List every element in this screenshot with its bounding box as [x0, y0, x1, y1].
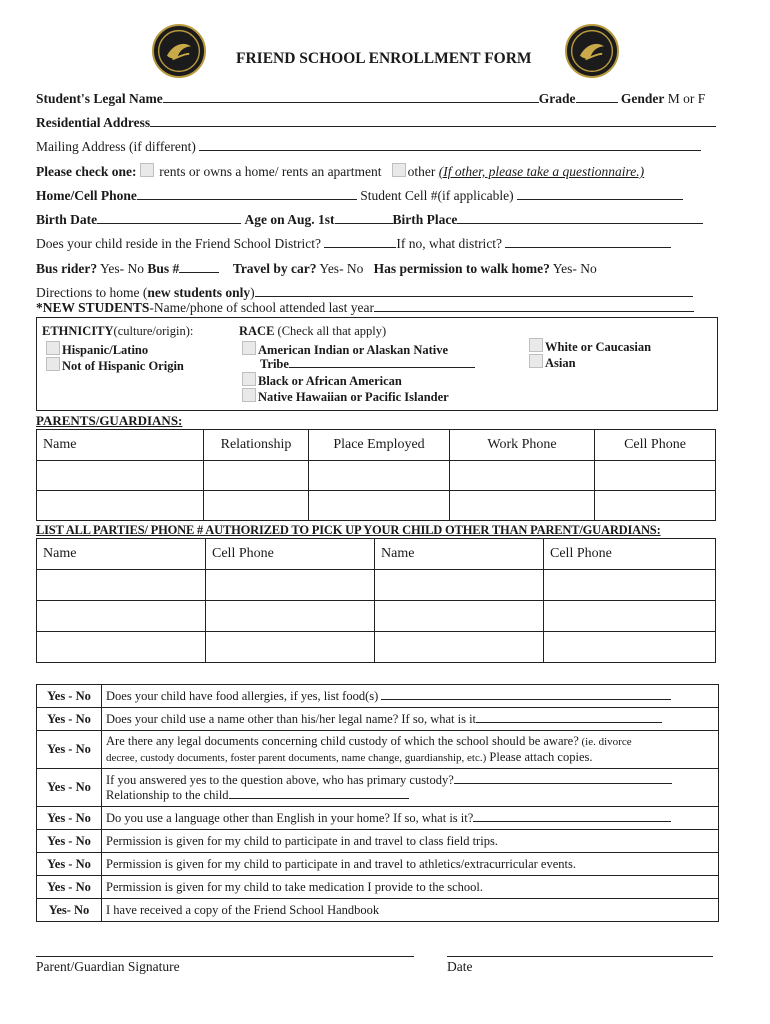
student-cell-label: Student Cell #(if applicable) [360, 188, 514, 203]
directions-end: ) [250, 285, 255, 300]
race-hawaiian[interactable]: Native Hawaiian or Pacific Islander [242, 388, 449, 405]
other-name-field[interactable] [476, 722, 662, 723]
table-row [37, 853, 719, 876]
date-line[interactable] [447, 956, 713, 957]
cell[interactable] [309, 491, 450, 521]
bus-number-label: Bus # [147, 261, 180, 276]
travel-car-label: Travel by car? [232, 261, 317, 276]
other-note: (If other, please take a questionnaire.) [438, 164, 645, 179]
cell[interactable] [37, 601, 206, 632]
yes-no-toggle[interactable]: Yes - No [37, 853, 102, 876]
col-name: Name [37, 430, 204, 461]
question-food-allergies: Does your child have food allergies, if yes, list food(s) [102, 685, 719, 708]
birth-place-field[interactable] [457, 223, 703, 224]
bus-number-field[interactable] [179, 272, 219, 273]
new-students-only: new students only [147, 285, 251, 300]
col-name: Name [375, 539, 544, 570]
cell[interactable] [206, 570, 375, 601]
question-language: Do you use a language other than English in your home? If so, what is it? [102, 807, 719, 830]
cell[interactable] [37, 461, 204, 491]
directions-row [36, 285, 693, 301]
yes-no-toggle[interactable]: Yes - No [37, 731, 102, 769]
signature-label: Parent/Guardian Signature [36, 959, 180, 974]
home-phone-field[interactable] [137, 199, 357, 200]
gender-label: Gender [620, 91, 665, 106]
student-cell-field[interactable] [517, 199, 683, 200]
transport-row [36, 261, 597, 277]
questions-table [36, 684, 719, 922]
table-row [37, 685, 719, 708]
table-header-row [37, 539, 716, 570]
table-row [37, 807, 719, 830]
residential-label: Residential Address [36, 115, 151, 130]
parents-table [36, 429, 716, 521]
table-row [37, 632, 716, 663]
question-primary-custody: If you answered yes to the question above, who has primary custody? Relationship to the child [102, 769, 719, 807]
age-field[interactable] [335, 223, 393, 224]
table-row [37, 830, 719, 853]
directions-field[interactable] [255, 296, 693, 297]
language-field[interactable] [473, 821, 671, 822]
cell[interactable] [206, 601, 375, 632]
cell[interactable] [544, 632, 716, 663]
residential-row [36, 115, 716, 131]
please-check-label: Please check one: [36, 164, 137, 179]
tribe-field[interactable] [289, 367, 475, 368]
table-row [37, 708, 719, 731]
primary-custody-field[interactable] [454, 783, 672, 784]
cell[interactable] [595, 461, 716, 491]
race-american-indian[interactable]: American Indian or Alaskan Native [242, 341, 448, 358]
table-row [37, 491, 716, 521]
cell[interactable] [204, 461, 309, 491]
cell[interactable] [204, 491, 309, 521]
race-black[interactable]: Black or African American [242, 372, 402, 389]
birth-row [36, 212, 703, 228]
question-field-trips: Permission is given for my child to participate in and travel to class field trips. [102, 830, 719, 853]
question-handbook: I have received a copy of the Friend School Handbook [102, 899, 719, 922]
walk-home-options[interactable]: Yes- No [552, 261, 597, 276]
relationship-field[interactable] [229, 798, 409, 799]
cell[interactable] [37, 632, 206, 663]
ethnicity-header: ETHNICITY(culture/origin): [42, 324, 194, 338]
not-hispanic-checkbox[interactable] [46, 357, 60, 371]
reside-field[interactable] [324, 247, 396, 248]
race-asian[interactable]: Asian [529, 354, 576, 371]
district-field[interactable] [505, 247, 671, 248]
col-cell-phone: Cell Phone [544, 539, 716, 570]
table-row [37, 899, 719, 922]
birth-date-field[interactable] [97, 223, 241, 224]
date-label: Date [447, 959, 473, 974]
cell[interactable] [450, 461, 595, 491]
yes-no-toggle[interactable]: Yes - No [37, 685, 102, 708]
form-title: FRIEND SCHOOL ENROLLMENT FORM [236, 50, 532, 67]
col-relationship: Relationship [204, 430, 309, 461]
race-header: RACE (Check all that apply) [239, 324, 387, 338]
cell[interactable] [37, 570, 206, 601]
phone-row [36, 188, 683, 204]
cell[interactable] [375, 632, 544, 663]
bus-rider-options[interactable]: Yes- No [100, 261, 145, 276]
reside-question: Does your child reside in the Friend School District? [36, 236, 321, 251]
yes-no-toggle[interactable]: Yes - No [37, 807, 102, 830]
mailing-row [36, 139, 701, 155]
bus-rider-label: Bus rider? [36, 261, 98, 276]
table-row [37, 769, 719, 807]
col-work-phone: Work Phone [450, 430, 595, 461]
birth-place-label: Birth Place [392, 212, 458, 227]
travel-car-options[interactable]: Yes- No [319, 261, 364, 276]
question-medication: Permission is given for my child to take medication I provide to the school. [102, 876, 719, 899]
col-name: Name [37, 539, 206, 570]
rents-owns-label: rents or owns a home/ rents an apartment [159, 164, 382, 179]
walk-home-label: Has permission to walk home? [373, 261, 550, 276]
pickup-table [36, 538, 716, 663]
cell[interactable] [544, 570, 716, 601]
yes-no-toggle[interactable]: Yes - No [37, 708, 102, 731]
prev-school-field[interactable] [374, 311, 694, 312]
question-custody-documents: Are there any legal documents concerning child custody of which the school should be aware? (ie. divorce decree, custody documents, foster parent documents, name change, guardianship, etc.) Please attach copies. [102, 731, 719, 769]
yes-no-toggle[interactable]: Yes - No [37, 830, 102, 853]
cell[interactable] [206, 632, 375, 663]
rents-owns-checkbox[interactable] [140, 163, 154, 177]
col-cell-phone: Cell Phone [206, 539, 375, 570]
yes-no-toggle[interactable]: Yes - No [37, 769, 102, 807]
school-logo-left [152, 24, 206, 78]
mailing-label: Mailing Address (if different) [36, 139, 196, 154]
gender-options[interactable]: M or F [667, 91, 706, 106]
cell[interactable] [375, 570, 544, 601]
yes-no-toggle[interactable]: Yes- No [37, 899, 102, 922]
pickup-title: LIST ALL PARTIES/ PHONE # AUTHORIZED TO PICK UP YOUR CHILD OTHER THAN PARENT/GUARDIANS: [36, 523, 661, 537]
birth-date-label: Birth Date [36, 212, 98, 227]
prev-school-row [36, 300, 694, 316]
asian-checkbox[interactable] [529, 354, 543, 368]
race-white[interactable]: White or Caucasian [529, 338, 651, 355]
cell[interactable] [595, 491, 716, 521]
table-row [37, 731, 719, 769]
cell[interactable] [544, 601, 716, 632]
ethnicity-option-not-hispanic[interactable]: Not of Hispanic Origin [46, 357, 184, 374]
cell[interactable] [37, 491, 204, 521]
question-athletics: Permission is given for my child to participate in and travel to athletics/extracurricular events. [102, 853, 719, 876]
legal-name-row [36, 91, 705, 107]
table-row [37, 876, 719, 899]
other-label: other [407, 164, 436, 179]
white-checkbox[interactable] [529, 338, 543, 352]
american-indian-checkbox[interactable] [242, 341, 256, 355]
table-row [37, 570, 716, 601]
cell[interactable] [309, 461, 450, 491]
cell[interactable] [375, 601, 544, 632]
age-label: Age on Aug. 1st [244, 212, 335, 227]
grade-label: Grade [538, 91, 576, 106]
signature-line[interactable] [36, 956, 414, 957]
district-row [36, 236, 671, 252]
prev-school-label: -Name/phone of school attended last year [149, 300, 374, 315]
if-no-label: If no, what district? [396, 236, 503, 251]
hispanic-checkbox[interactable] [46, 341, 60, 355]
residential-field[interactable] [150, 126, 716, 127]
cell[interactable] [450, 491, 595, 521]
question-other-name: Does your child use a name other than his/her legal name? If so, what is it [102, 708, 719, 731]
col-place-employed: Place Employed [309, 430, 450, 461]
new-students-label: *NEW STUDENTS [36, 300, 150, 315]
table-header-row [37, 430, 716, 461]
allergies-field[interactable] [381, 699, 671, 700]
mailing-field[interactable] [199, 150, 701, 151]
other-checkbox[interactable] [392, 163, 406, 177]
housing-row [36, 163, 644, 180]
home-phone-label: Home/Cell Phone [36, 188, 137, 203]
yes-no-toggle[interactable]: Yes - No [37, 876, 102, 899]
table-row [37, 461, 716, 491]
directions-label: Directions to home ( [36, 285, 148, 300]
hawaiian-checkbox[interactable] [242, 388, 256, 402]
legal-name-field[interactable] [163, 102, 539, 103]
parents-title: PARENTS/GUARDIANS: [36, 413, 183, 428]
grade-field[interactable] [576, 102, 618, 103]
race-tribe: Tribe [260, 357, 475, 372]
legal-name-label: Student's Legal Name [36, 91, 163, 106]
school-logo-right [565, 24, 619, 78]
col-cell-phone: Cell Phone [595, 430, 716, 461]
table-row [37, 601, 716, 632]
black-checkbox[interactable] [242, 372, 256, 386]
ethnicity-option-hispanic[interactable]: Hispanic/Latino [46, 341, 148, 358]
